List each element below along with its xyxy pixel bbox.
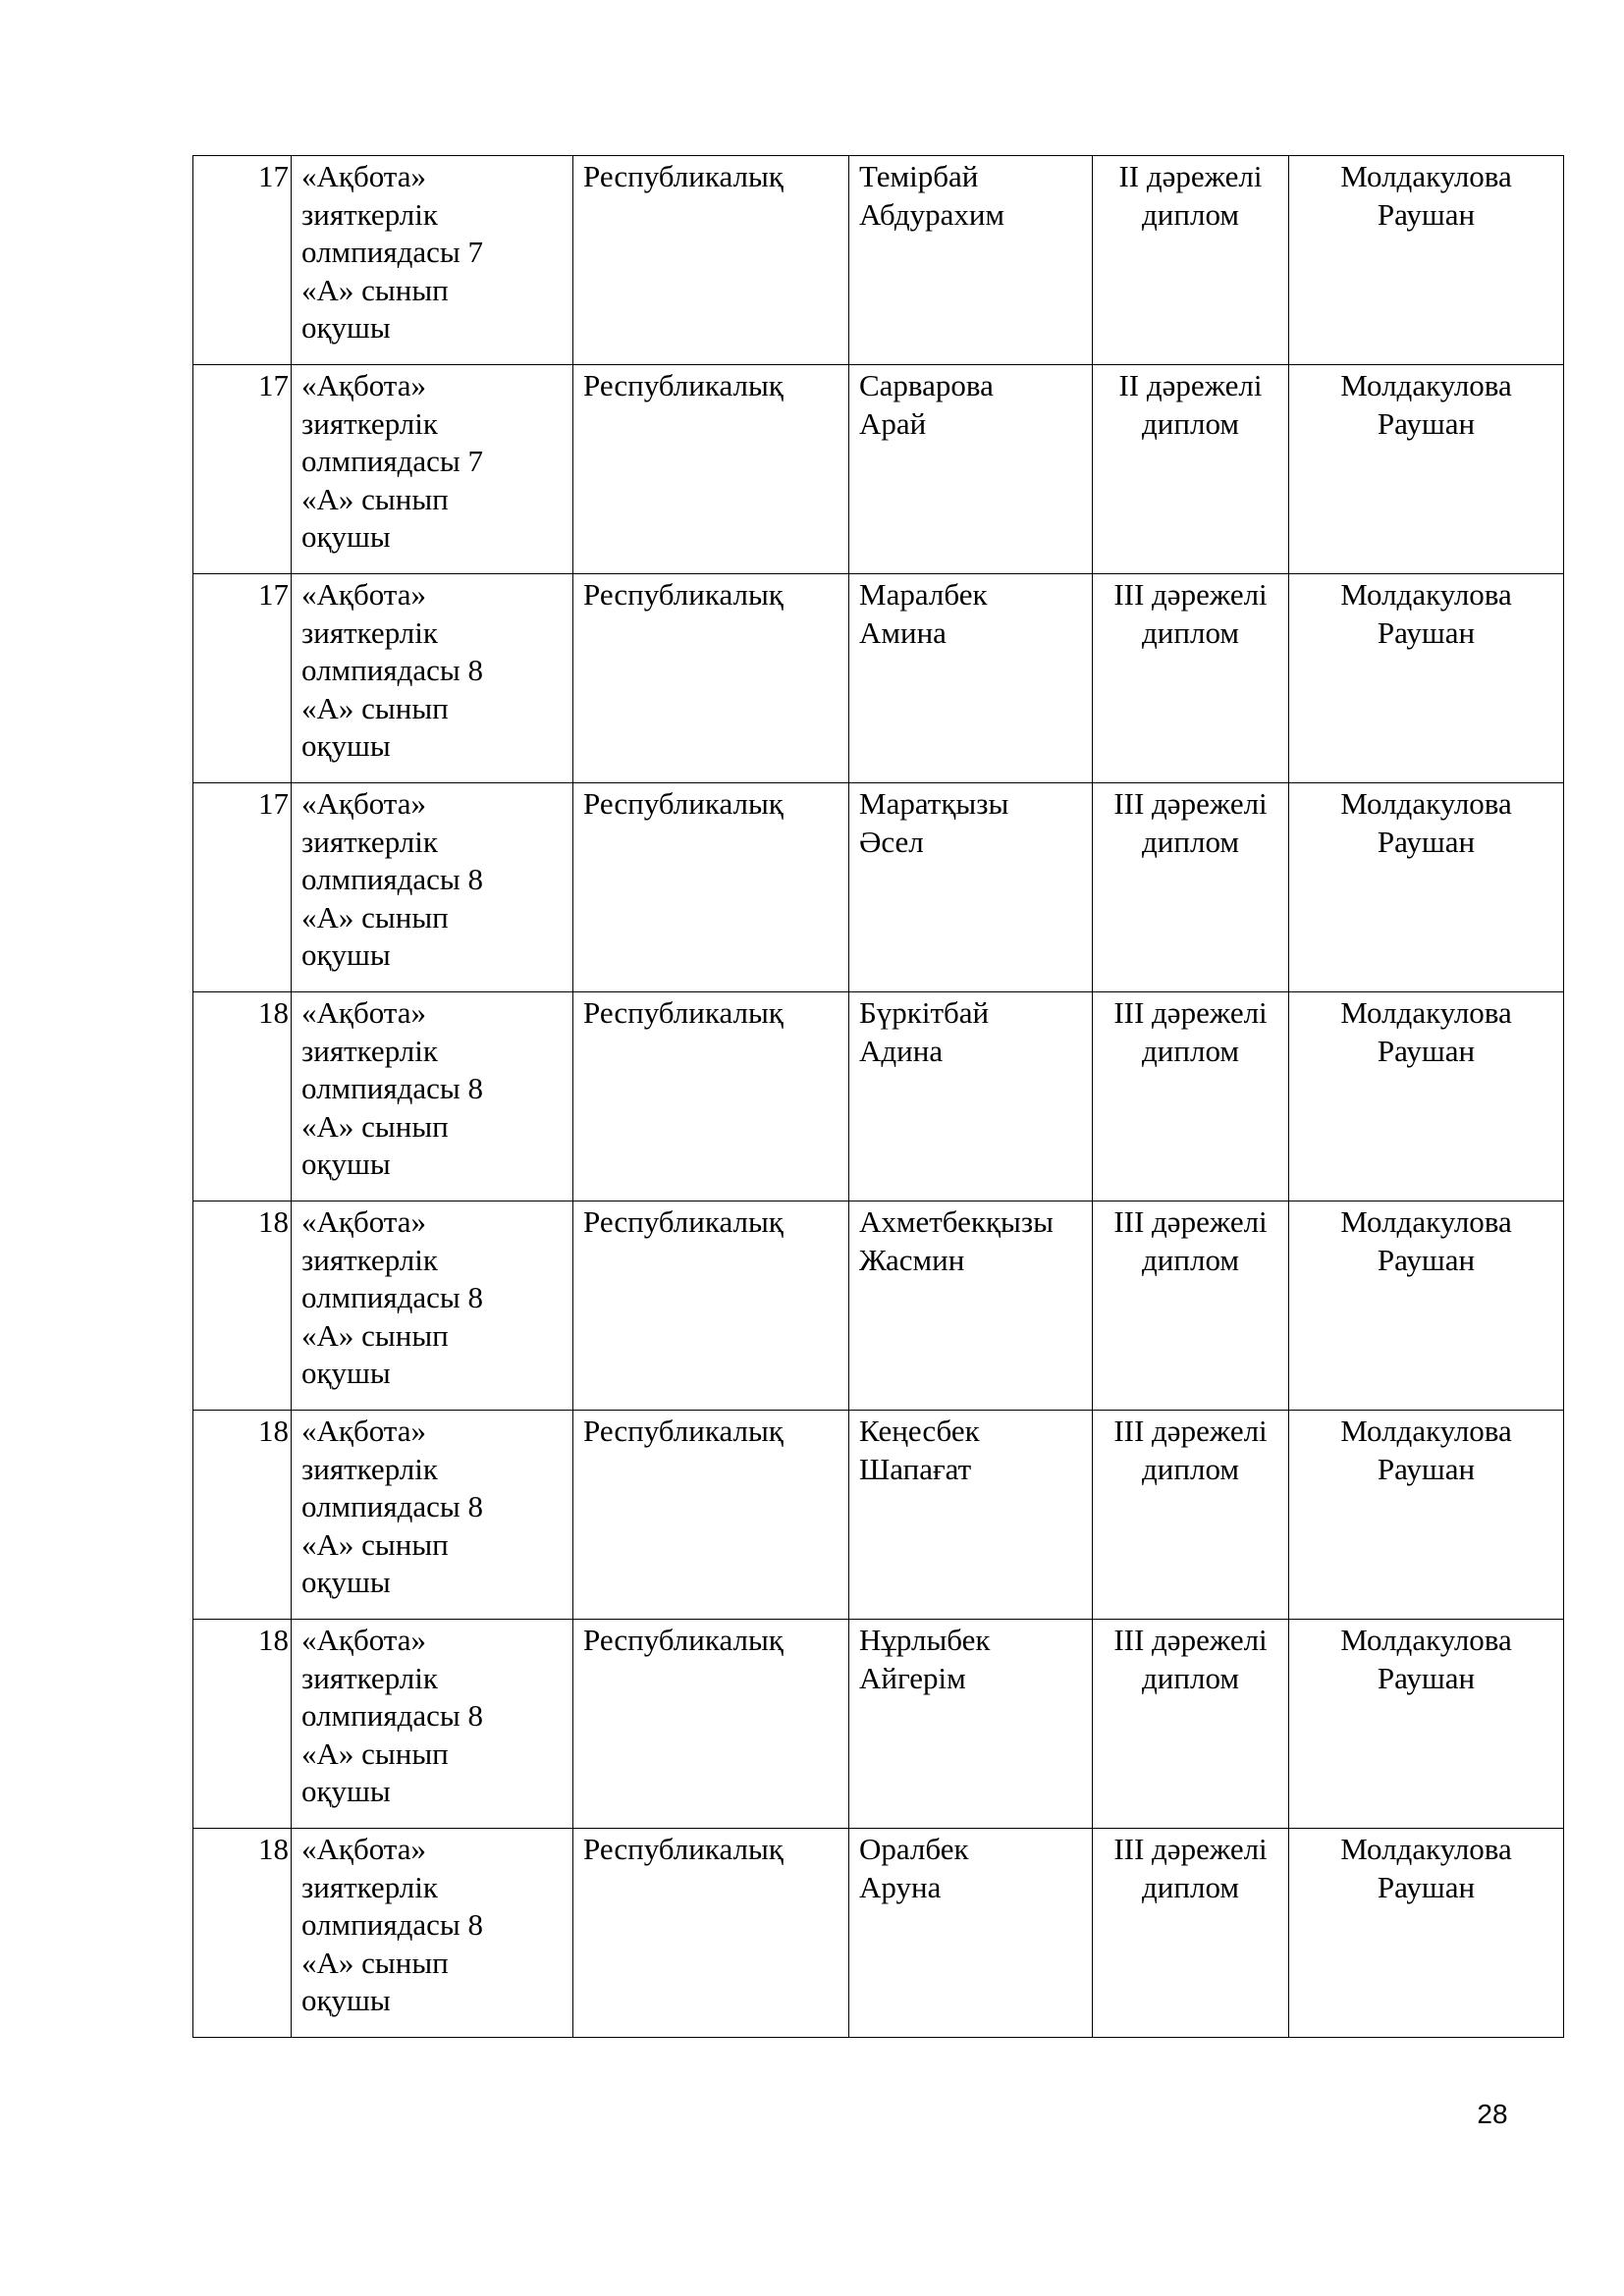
event-cell: «Ақбота» зияткерлік олмпиядасы 8 «А» сынып оқушы (292, 574, 573, 783)
table-row (193, 1201, 1564, 1411)
degree-cell: ІІІ дәрежелі диплом (1093, 574, 1289, 783)
student-cell: Маратқызы Әсел (849, 783, 1093, 992)
student-cell: Темірбай Абдурахим (849, 156, 1093, 365)
degree-cell: ІІ дәрежелі диплом (1093, 156, 1289, 365)
row-number: 18 (193, 992, 292, 1201)
degree-cell: ІІІ дәрежелі диплом (1093, 1201, 1289, 1411)
table-row (193, 1620, 1564, 1829)
level-cell: Республикалық (573, 156, 849, 365)
row-number: 17 (193, 574, 292, 783)
results-table (192, 155, 1564, 2038)
degree-cell: ІІІ дәрежелі диплом (1093, 1829, 1289, 2038)
teacher-cell: Молдакулова Раушан (1289, 1201, 1564, 1411)
teacher-cell: Молдакулова Раушан (1289, 783, 1564, 992)
level-cell: Республикалық (573, 574, 849, 783)
teacher-cell: Молдакулова Раушан (1289, 1829, 1564, 2038)
page-number: 28 (1477, 2099, 1508, 2129)
level-cell: Республикалық (573, 783, 849, 992)
table-row (193, 783, 1564, 992)
degree-cell: ІІІ дәрежелі диплом (1093, 783, 1289, 992)
row-number: 17 (193, 156, 292, 365)
table-row (193, 1411, 1564, 1620)
row-number: 18 (193, 1201, 292, 1411)
row-number: 17 (193, 365, 292, 574)
degree-cell: ІІІ дәрежелі диплом (1093, 992, 1289, 1201)
row-number: 18 (193, 1829, 292, 2038)
event-cell: «Ақбота» зияткерлік олмпиядасы 8 «А» сынып оқушы (292, 1411, 573, 1620)
event-cell: «Ақбота» зияткерлік олмпиядасы 8 «А» сынып оқушы (292, 1201, 573, 1411)
event-cell: «Ақбота» зияткерлік олмпиядасы 7 «А» сынып оқушы (292, 365, 573, 574)
table-row (193, 1829, 1564, 2038)
student-cell: Маралбек Амина (849, 574, 1093, 783)
event-cell: «Ақбота» зияткерлік олмпиядасы 8 «А» сынып оқушы (292, 1620, 573, 1829)
event-cell: «Ақбота» зияткерлік олмпиядасы 8 «А» сынып оқушы (292, 1829, 573, 2038)
event-cell: «Ақбота» зияткерлік олмпиядасы 8 «А» сынып оқушы (292, 783, 573, 992)
table-row (193, 574, 1564, 783)
student-cell: Нұрлыбек Айгерім (849, 1620, 1093, 1829)
teacher-cell: Молдакулова Раушан (1289, 156, 1564, 365)
table-row (193, 992, 1564, 1201)
student-cell: Оралбек Аруна (849, 1829, 1093, 2038)
teacher-cell: Молдакулова Раушан (1289, 574, 1564, 783)
teacher-cell: Молдакулова Раушан (1289, 992, 1564, 1201)
level-cell: Республикалық (573, 1620, 849, 1829)
row-number: 18 (193, 1411, 292, 1620)
student-cell: Бүркітбай Адина (849, 992, 1093, 1201)
teacher-cell: Молдакулова Раушан (1289, 365, 1564, 574)
student-cell: Ахметбекқызы Жасмин (849, 1201, 1093, 1411)
table-row (193, 365, 1564, 574)
event-cell: «Ақбота» зияткерлік олмпиядасы 8 «А» сынып оқушы (292, 992, 573, 1201)
student-cell: Сарварова Арай (849, 365, 1093, 574)
degree-cell: ІІІ дәрежелі диплом (1093, 1411, 1289, 1620)
student-cell: Кеңесбек Шапағат (849, 1411, 1093, 1620)
degree-cell: ІІІ дәрежелі диплом (1093, 1620, 1289, 1829)
level-cell: Республикалық (573, 1201, 849, 1411)
level-cell: Республикалық (573, 365, 849, 574)
degree-cell: ІІ дәрежелі диплом (1093, 365, 1289, 574)
event-cell: «Ақбота» зияткерлік олмпиядасы 7 «А» сынып оқушы (292, 156, 573, 365)
row-number: 17 (193, 783, 292, 992)
row-number: 18 (193, 1620, 292, 1829)
level-cell: Республикалық (573, 1411, 849, 1620)
level-cell: Республикалық (573, 992, 849, 1201)
results-table-body (193, 156, 1564, 2038)
teacher-cell: Молдакулова Раушан (1289, 1620, 1564, 1829)
teacher-cell: Молдакулова Раушан (1289, 1411, 1564, 1620)
level-cell: Республикалық (573, 1829, 849, 2038)
table-row (193, 156, 1564, 365)
